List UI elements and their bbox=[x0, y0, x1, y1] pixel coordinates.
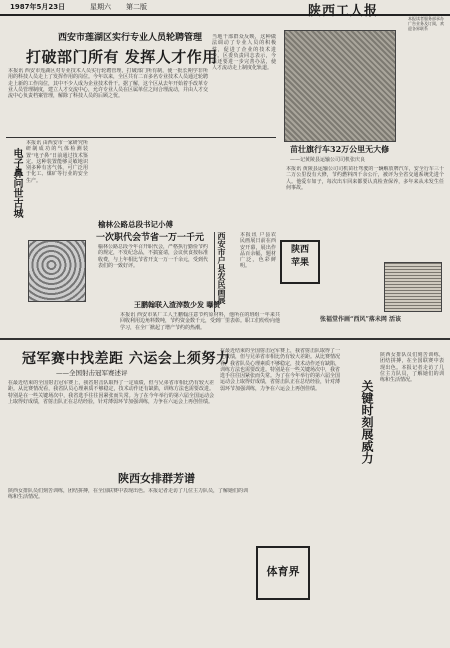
small-story-body: 本报讯 西安市某厂工人王鹏翰注意节约原材料，他所在的班组一年来共回收利用边角料数吨，节约资金数千元，受到厂里表彰。职工们纷纷向他学习，在全厂掀起了增产节约的热潮。 bbox=[120, 312, 280, 330]
issue-weekday: 星期六 bbox=[90, 3, 111, 11]
vertical-column-title: 电子鼻问世古城 bbox=[11, 148, 22, 218]
rooster-illustration bbox=[28, 240, 86, 302]
top-story-headline: 打破部门所有 发挥人才作用 bbox=[26, 48, 218, 66]
women-volleyball-body: 陕西女排队员们刻苦训练，团结拼搏，在全国联赛中表现出色。本报记者走访了几位主力队员，了解她们的训练和生活情况。 bbox=[8, 488, 248, 501]
mid-story-headline: 一次职代会节省一万一千元 bbox=[96, 233, 205, 243]
issue-date: 1987年5月23日 bbox=[10, 3, 66, 11]
vertical-headline-body: 陕西女排队员们刻苦训练，团结拼搏，在全国联赛中表现出色。本报记者走访了几位主力队员，了解她们的训练和生活情况。 bbox=[380, 352, 444, 384]
cartoon-caption: 张福堂作画“西风”落未网 活该 bbox=[320, 316, 401, 323]
poster-body: 本报讯 户县农民画展日前在西安开幕，展出作品百余幅，题材广泛，色彩鲜明。 bbox=[240, 232, 276, 270]
stamp-line1: 陕西 bbox=[290, 245, 309, 255]
ear-notice: 本报读者服务部承办广告业务及订阅，欢迎各界联系 bbox=[408, 16, 444, 31]
small-story-headline: 王鹏翰联入渣滓数少发 曝赞 bbox=[134, 300, 221, 309]
section-divider bbox=[0, 338, 450, 340]
top-story-body-right: 当地干部群众反映，这种做法调动了专业人员的积极性，促进了企业的技术进步。区委负责同志表示，今后还要进一步完善办法，使人才流动走上制度化轨道。 bbox=[212, 34, 276, 72]
rule bbox=[6, 137, 276, 138]
bottom-story-sub: ——全国射击冠军赛述评 bbox=[56, 369, 128, 377]
bottom-story-body: 在最近结束的全国射击冠军赛上，我省射击队取得了一定成绩，但与兄弟省市相比仍有较大差距。从比赛情况看，我省队员心理素质不够稳定，技术动作还有缺陷，训练方法也需要改进。特别是在一些关键场次中，我省选手往往因紧张而失常。为了在今年举行的第六届全国运动会上取得好成绩，省射击队正在总结经验，针对薄弱环节加强训练，力争在六运会上再创佳绩。 bbox=[8, 380, 214, 405]
bottom-story-headline: 冠军赛中找差距 六运会上须努力 bbox=[22, 351, 231, 367]
bottom-middle-column: 在最近结束的全国射击冠军赛上，我省射击队取得了一定成绩，但与兄弟省市相比仍有较大差距。从比赛情况看，我省队员心理素质不够稳定，技术动作还有缺陷，训练方法也需要改进。特别是在一些关键场次中，我省选手往往因紧张而失常。为了在今年举行的第六届全国运动会上取得好成绩，省射击队正在总结经验，针对薄弱环节加强训练，力争在六运会上再创佳绩。 bbox=[220, 348, 340, 392]
vertical-headline: 关键时刻展威力 bbox=[360, 380, 374, 464]
masthead bbox=[0, 0, 450, 19]
women-volleyball-heading: 陕西女排群芳谱 bbox=[118, 472, 195, 485]
stamp-logo bbox=[280, 240, 320, 284]
news-photo bbox=[284, 30, 396, 142]
paper-name: 陕西工人报 bbox=[308, 4, 379, 19]
cartoon-image bbox=[384, 262, 442, 312]
mid-story-kicker: 榆林公路总段书记小傅 bbox=[98, 220, 173, 229]
top-story-body: 本报讯 西安市莲湖区对专业技术人员实行轮聘管理，打破部门所有制，使一批长期学非所用的科技人员走上了发挥作用的岗位。今年以来，全区共有二百多名专业技术人员通过轮聘走上新的工作岗位，其中不少人成为企业技术骨干。据了解，这个区从去年开始着手改革专业人员管理制度，建立人才交流中心，允许专业人员在区属单位之间合理流动，并由人才交流中心负责档案管理，解除了科技人员的后顾之忧。 bbox=[8, 68, 208, 100]
sports-stamp: 体育界 bbox=[256, 546, 310, 600]
top-story-kicker: 西安市莲湖区实行专业人员轮聘管理 bbox=[58, 33, 203, 43]
right-story-body: 本报讯 黄陵县运输公司司机苗壮驾驶的一辆解放牌汽车，安全行车三十二万公里没有大修，节约燃料四千余公斤，被评为全省交通系统先进个人。他爱车如子，每次出车回来都要认真检查保养，多年来从未发生任何事故。 bbox=[286, 166, 444, 191]
vertical-column-body: 本报讯 由西安市一家研究所研制成功的气体检测装置“电子鼻”日前通过技术鉴定。这种装置能够灵敏地识别多种有害气体，可广泛用于化工、煤矿等行业的安全生产。 bbox=[26, 140, 88, 184]
stamp-line2: 苹果 bbox=[290, 258, 309, 268]
page-number: 第二版 bbox=[126, 3, 147, 11]
right-story-sub: ——记黄陵县运输公司司机张庆良 bbox=[290, 157, 366, 163]
poster-title: 西安市户县农民画展 bbox=[214, 232, 227, 312]
right-story-headline: 苗壮旗行车32万公里无大修 bbox=[290, 144, 390, 154]
mid-story-body: 榆林公路总段今年召开职代会，严格执行勤俭节约的规定，不发纪念品，不搞宴请，会议伙食按标准收费，与上年相比节省开支一万一千余元，受到代表们的一致好评。 bbox=[98, 244, 208, 269]
